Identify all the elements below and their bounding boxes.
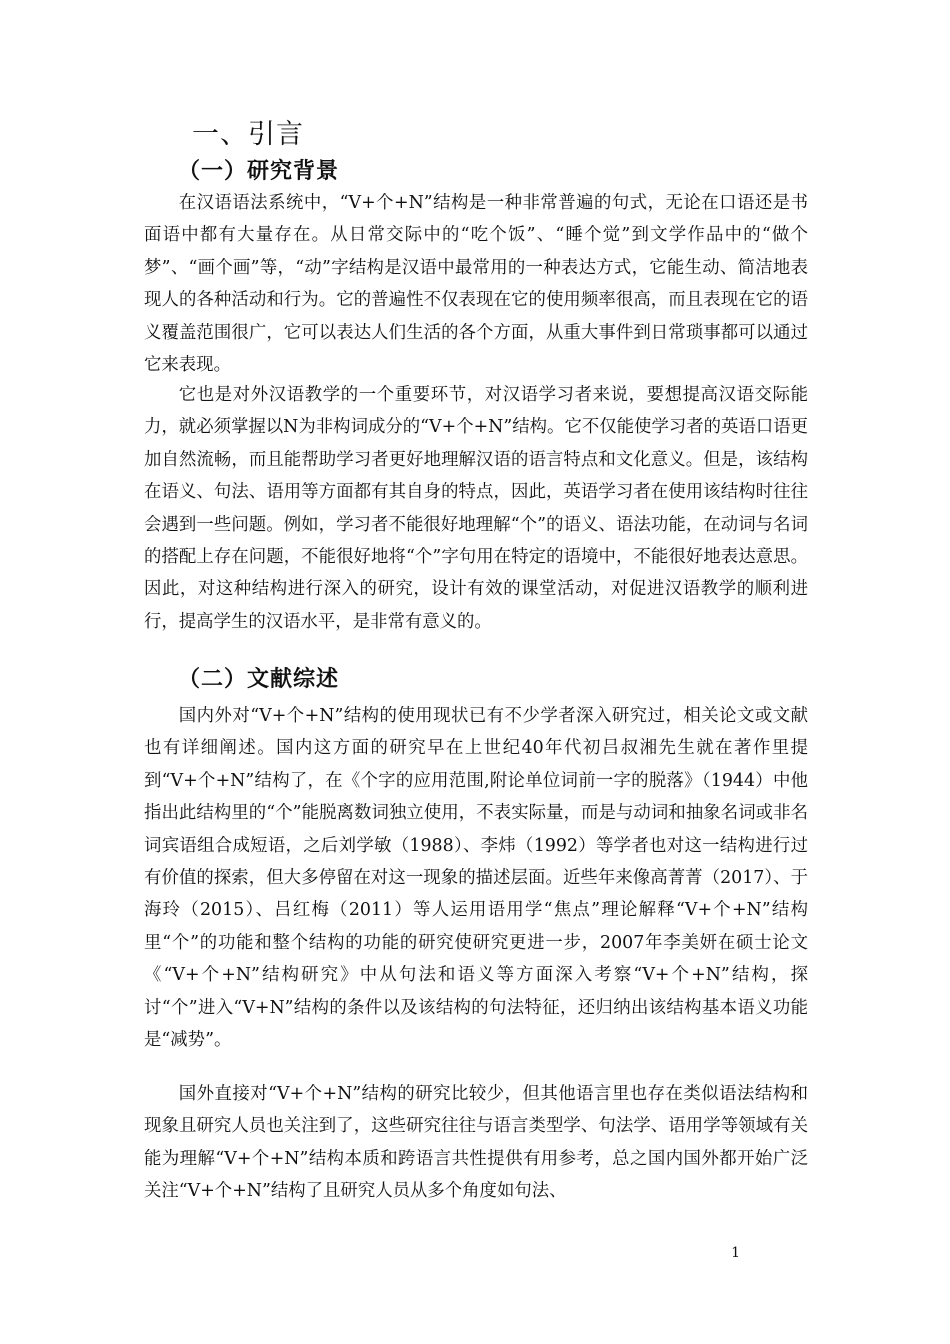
paragraph: 国内外对“V+个+N”结构的使用现状已有不少学者深入研究过，相关论文或文献也有详细阐述。国内这方面的研究早在上世纪40年代初吕叔湘先生就在著作里提到“V+个+N”结构了，在《个字的应用范围,附论单位词前一字的脱落》（1944）中他指出此结构里的“个”能脱离数词独立使用，不表实际量，而是与动词和抽象名词或非名词宾语组合成短语，之后刘学敏（1988）、李炜（1992）等学者也对这一结构进行过有价值的探索，但大多停留在对这一现象的描述层面。近些年来像高菁菁（2017）、于海玲（2015）、吕红梅（2011）等人运用语用学“焦点”理论解释“V+个+N”结构里“个”的功能和整个结构的功能的研究使研究更进一步，2007年李美妍在硕士论文《“V+个+N”结构研究》中从句法和语义等方面深入考察“V+个+N”结构，探讨“个”进入“V+N”结构的条件以及该结构的句法特征，还归纳出该结构基本语义功能是“减势”。 xyxy=(144,706,808,1051)
paragraph: 国外直接对“V+个+N”结构的研究比较少，但其他语言里也存在类似语法结构和现象且研究人员也关注到了，这些研究往往与语言类型学、句法学、语用学等领域有关能为理解“V+个+N”结构本质和跨语言共性提供有用参考，总之国内国外都开始广泛关注“V+个+N”结构了且研究人员从多个角度如句法、 xyxy=(144,1084,808,1202)
section-heading-background: （一）研究背景 xyxy=(178,159,340,184)
page-number: 1 xyxy=(731,1245,740,1261)
paragraph: 在汉语语法系统中，“V+个+N”结构是一种非常普遍的句式，无论在口语还是书面语中都有大量存在。从日常交际中的“吃个饭”、“睡个觉”到文学作品中的“做个梦”、“画个画”等，“动”字结构是汉语中最常用的一种表达方式，它能生动、简洁地表现人的各种活动和行为。它的普遍性不仅表现在它的使用频率很高，而且表现在它的语义覆盖范围很广，它可以表达人们生活的各个方面，从重大事件到日常琐事都可以通过它来表现。 xyxy=(144,193,808,376)
chapter-heading: 一、引言 xyxy=(192,119,304,150)
paragraph: 它也是对外汉语教学的一个重要环节，对汉语学习者来说，要想提高汉语交际能力，就必须掌握以N为非构词成分的“V+个+N”结构。它不仅能使学习者的英语口语更加自然流畅，而且能帮助学习者更好地理解汉语的语言特点和文化意义。但是，该结构在语义、句法、语用等方面都有其自身的特点，因此，英语学习者在使用该结构时往往会遇到一些问题。例如，学习者不能很好地理解“个”的语义、语法功能，在动词与名词的搭配上存在问题，不能很好地将“个”字句用在特定的语境中，不能很好地表达意思。因此，对这种结构进行深入的研究，设计有效的课堂活动，对促进汉语教学的顺利进行，提高学生的汉语水平，是非常有意义的。 xyxy=(144,385,808,632)
section-heading-literature-review: （二）文献综述 xyxy=(178,667,340,692)
